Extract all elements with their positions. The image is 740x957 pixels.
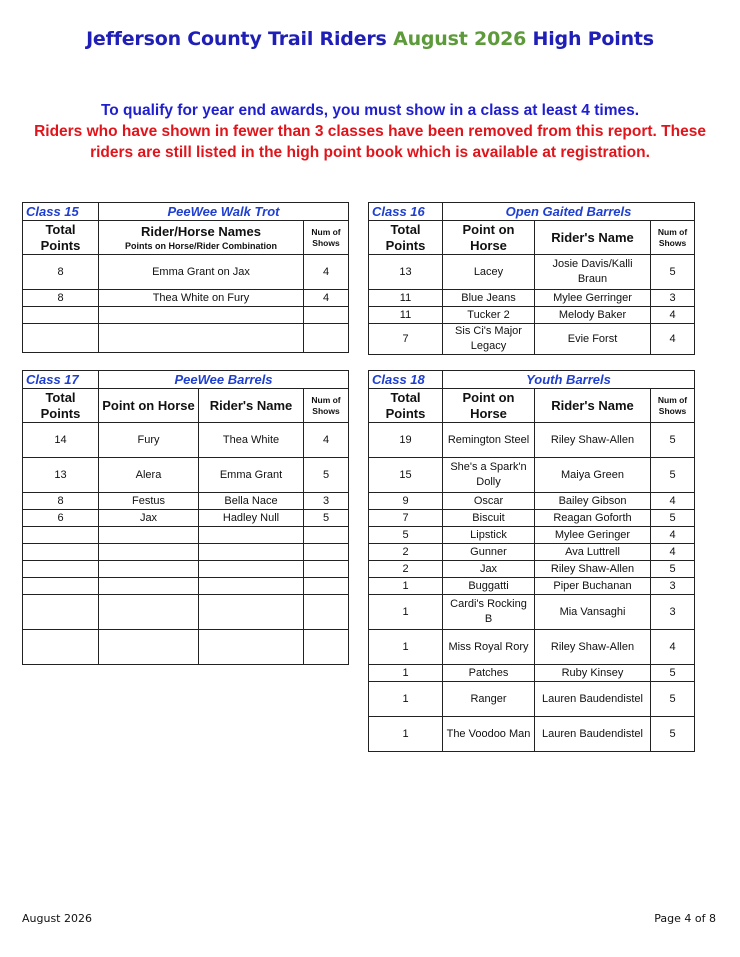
cell-points: 7 — [369, 510, 443, 527]
cell-horse: Tucker 2 — [443, 307, 535, 324]
cell-shows — [304, 544, 349, 561]
class-16-label: Class 16 — [369, 203, 443, 221]
cell-rider — [199, 544, 304, 561]
table-row — [369, 561, 695, 578]
cell-points: 8 — [23, 493, 99, 510]
cell-points: 2 — [369, 561, 443, 578]
cell-points — [23, 630, 99, 665]
cell-points: 19 — [369, 423, 443, 458]
table-row — [369, 682, 695, 717]
table-row — [23, 290, 349, 307]
cell-shows: 4 — [651, 324, 695, 355]
cell-shows: 4 — [304, 290, 349, 307]
cell-points: 13 — [369, 255, 443, 290]
cell-points — [23, 307, 99, 324]
cell-shows — [304, 595, 349, 630]
cell-shows: 5 — [304, 458, 349, 493]
page-title — [0, 28, 740, 50]
class-18-rows — [369, 423, 695, 752]
cell-shows: 4 — [651, 307, 695, 324]
cell-points: 9 — [369, 493, 443, 510]
cell-horse: The Voodoo Man — [443, 717, 535, 752]
class-18-name: Youth Barrels — [443, 371, 695, 389]
cell-shows: 5 — [304, 510, 349, 527]
title-club: Jefferson County Trail Riders — [86, 28, 387, 50]
cell-horse: Jax — [443, 561, 535, 578]
table-row — [23, 630, 349, 665]
table-row — [369, 630, 695, 665]
footer-page-number: Page 4 of 8 — [654, 912, 716, 925]
cell-names — [99, 307, 304, 324]
col-riders-name: Rider's Name — [535, 221, 651, 255]
cell-shows: 5 — [651, 717, 695, 752]
cell-rider: Mylee Geringer — [535, 527, 651, 544]
table-row — [369, 527, 695, 544]
cell-points: 15 — [369, 458, 443, 493]
cell-points — [23, 595, 99, 630]
cell-points: 7 — [369, 324, 443, 355]
class-15-name: PeeWee Walk Trot — [99, 203, 349, 221]
cell-rider: Mia Vansaghi — [535, 595, 651, 630]
cell-rider: Mylee Gerringer — [535, 290, 651, 307]
col-total-points: Total Points — [23, 389, 99, 423]
col-num-shows: Num of Shows — [651, 389, 695, 423]
cell-rider: Thea White — [199, 423, 304, 458]
table-row — [23, 324, 349, 353]
class-17-table — [22, 370, 349, 665]
title-month: August 2026 — [393, 28, 527, 50]
cell-rider — [199, 595, 304, 630]
col-num-shows: Num of Shows — [304, 389, 349, 423]
cell-rider: Bella Nace — [199, 493, 304, 510]
class-17-name: PeeWee Barrels — [99, 371, 349, 389]
class-18-label: Class 18 — [369, 371, 443, 389]
cell-horse: Sis Ci's Major Legacy — [443, 324, 535, 355]
table-row — [23, 595, 349, 630]
cell-shows: 5 — [651, 682, 695, 717]
cell-horse — [99, 595, 199, 630]
cell-rider — [199, 630, 304, 665]
col-total-points: Total Points — [369, 389, 443, 423]
cell-rider: Evie Forst — [535, 324, 651, 355]
col-point-on-horse: Point on Horse — [443, 389, 535, 423]
table-row — [23, 561, 349, 578]
cell-shows: 3 — [651, 290, 695, 307]
cell-points: 1 — [369, 630, 443, 665]
cell-shows: 3 — [304, 493, 349, 510]
cell-horse — [99, 561, 199, 578]
cell-horse — [99, 630, 199, 665]
col-num-shows: Num of Shows — [304, 221, 349, 255]
cell-shows: 4 — [651, 527, 695, 544]
title-suffix: High Points — [532, 28, 654, 50]
col-riders-name: Rider's Name — [199, 389, 304, 423]
table-row — [369, 423, 695, 458]
cell-shows: 5 — [651, 458, 695, 493]
notice-line-2: Riders who have shown in fewer than 3 classes have been removed from this report. These riders are still listed in the high point book which is available at registration. — [34, 123, 706, 161]
table-row — [369, 578, 695, 595]
cell-horse: Fury — [99, 423, 199, 458]
cell-horse: Biscuit — [443, 510, 535, 527]
table-row — [369, 717, 695, 752]
cell-points: 8 — [23, 290, 99, 307]
table-row — [369, 290, 695, 307]
cell-names: Thea White on Fury — [99, 290, 304, 307]
cell-horse: Remington Steel — [443, 423, 535, 458]
cell-rider — [199, 578, 304, 595]
cell-rider: Piper Buchanan — [535, 578, 651, 595]
cell-shows: 4 — [651, 544, 695, 561]
table-row — [369, 544, 695, 561]
cell-shows — [304, 578, 349, 595]
cell-points: 11 — [369, 307, 443, 324]
class-15-rows — [23, 255, 349, 353]
cell-rider: Hadley Null — [199, 510, 304, 527]
cell-horse: Jax — [99, 510, 199, 527]
cell-shows: 3 — [651, 578, 695, 595]
table-row — [23, 493, 349, 510]
class-16-rows — [369, 255, 695, 355]
cell-points: 6 — [23, 510, 99, 527]
class-18-table — [368, 370, 695, 752]
cell-rider: Ruby Kinsey — [535, 665, 651, 682]
cell-horse: Miss Royal Rory — [443, 630, 535, 665]
cell-points: 11 — [369, 290, 443, 307]
cell-rider: Reagan Goforth — [535, 510, 651, 527]
cell-points: 1 — [369, 717, 443, 752]
cell-horse — [99, 578, 199, 595]
table-row — [369, 493, 695, 510]
class-15-table — [22, 202, 349, 353]
table-row — [369, 510, 695, 527]
cell-shows — [304, 630, 349, 665]
col-rider-horse-names — [99, 221, 304, 255]
cell-names — [99, 324, 304, 353]
cell-horse: Ranger — [443, 682, 535, 717]
table-row — [23, 423, 349, 458]
cell-horse: Gunner — [443, 544, 535, 561]
cell-points: 14 — [23, 423, 99, 458]
cell-shows: 5 — [651, 561, 695, 578]
col-num-shows: Num of Shows — [651, 221, 695, 255]
table-row — [369, 324, 695, 355]
cell-rider: Bailey Gibson — [535, 493, 651, 510]
table-row — [369, 665, 695, 682]
cell-rider: Riley Shaw-Allen — [535, 423, 651, 458]
cell-horse: Patches — [443, 665, 535, 682]
cell-points — [23, 578, 99, 595]
cell-rider: Josie Davis/Kalli Braun — [535, 255, 651, 290]
cell-rider: Lauren Baudendistel — [535, 682, 651, 717]
cell-horse: Festus — [99, 493, 199, 510]
table-row — [23, 255, 349, 290]
table-row — [369, 307, 695, 324]
cell-points: 13 — [23, 458, 99, 493]
cell-horse: Blue Jeans — [443, 290, 535, 307]
table-row — [369, 255, 695, 290]
cell-rider: Lauren Baudendistel — [535, 717, 651, 752]
cell-horse: Alera — [99, 458, 199, 493]
cell-horse: Lipstick — [443, 527, 535, 544]
cell-shows: 4 — [651, 493, 695, 510]
cell-shows: 5 — [651, 665, 695, 682]
cell-points: 1 — [369, 578, 443, 595]
cell-horse — [99, 544, 199, 561]
cell-points — [23, 527, 99, 544]
table-row — [23, 307, 349, 324]
cell-points — [23, 561, 99, 578]
table-row — [23, 510, 349, 527]
cell-shows — [304, 324, 349, 353]
cell-shows — [304, 307, 349, 324]
cell-points: 1 — [369, 682, 443, 717]
cell-shows: 4 — [304, 423, 349, 458]
cell-rider: Emma Grant — [199, 458, 304, 493]
cell-shows: 4 — [651, 630, 695, 665]
col-total-points: Total Points — [23, 221, 99, 255]
cell-rider — [199, 527, 304, 544]
cell-rider: Riley Shaw-Allen — [535, 630, 651, 665]
notice-line-1: To qualify for year end awards, you must show in a class at least 4 times. — [100, 102, 640, 119]
class-16-table — [368, 202, 695, 355]
cell-points: 2 — [369, 544, 443, 561]
col-rider-horse-names-sub: Points on Horse/Rider Combination — [124, 240, 277, 251]
table-row — [23, 544, 349, 561]
cell-shows: 5 — [651, 255, 695, 290]
col-point-on-horse: Point on Horse — [99, 389, 199, 423]
cell-shows — [304, 527, 349, 544]
cell-points: 1 — [369, 665, 443, 682]
cell-rider: Riley Shaw-Allen — [535, 561, 651, 578]
cell-points: 5 — [369, 527, 443, 544]
class-17-label: Class 17 — [23, 371, 99, 389]
table-row — [369, 458, 695, 493]
cell-points — [23, 544, 99, 561]
table-row — [369, 595, 695, 630]
col-riders-name: Rider's Name — [535, 389, 651, 423]
table-row — [23, 578, 349, 595]
footer-date: August 2026 — [22, 912, 92, 925]
cell-horse: She's a Spark'n Dolly — [443, 458, 535, 493]
cell-rider — [199, 561, 304, 578]
col-rider-horse-names-label: Rider/Horse Names — [141, 223, 261, 239]
cell-shows — [304, 561, 349, 578]
cell-rider: Melody Baker — [535, 307, 651, 324]
cell-horse: Buggatti — [443, 578, 535, 595]
col-point-on-horse: Point on Horse — [443, 221, 535, 255]
cell-shows: 4 — [304, 255, 349, 290]
cell-horse — [99, 527, 199, 544]
cell-points: 1 — [369, 595, 443, 630]
cell-horse: Cardi's Rocking B — [443, 595, 535, 630]
class-17-rows — [23, 423, 349, 665]
cell-shows: 3 — [651, 595, 695, 630]
class-15-label: Class 15 — [23, 203, 99, 221]
table-row — [23, 458, 349, 493]
cell-rider: Maiya Green — [535, 458, 651, 493]
cell-shows: 5 — [651, 423, 695, 458]
class-16-name: Open Gaited Barrels — [443, 203, 695, 221]
table-row — [23, 527, 349, 544]
col-total-points: Total Points — [369, 221, 443, 255]
qualification-notice — [30, 100, 710, 163]
cell-points — [23, 324, 99, 353]
cell-rider: Ava Luttrell — [535, 544, 651, 561]
cell-horse: Oscar — [443, 493, 535, 510]
cell-points: 8 — [23, 255, 99, 290]
cell-horse: Lacey — [443, 255, 535, 290]
cell-shows: 5 — [651, 510, 695, 527]
cell-names: Emma Grant on Jax — [99, 255, 304, 290]
